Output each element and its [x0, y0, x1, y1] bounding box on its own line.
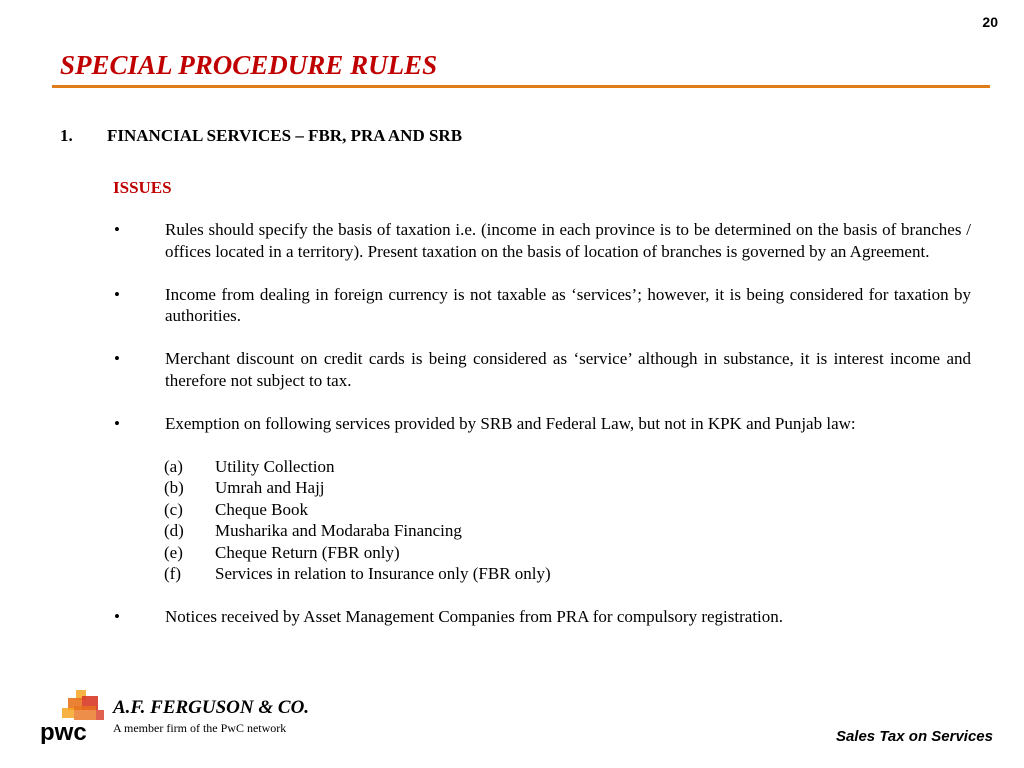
- sublist-text: Umrah and Hajj: [215, 478, 325, 497]
- sublist-letter: (a): [164, 456, 183, 476]
- sublist-item: [164, 456, 971, 478]
- bullet-text: Exemption on following services provided by SRB and Federal Law, but not in KPK and Punjab law:: [165, 413, 856, 433]
- section-heading-text: FINANCIAL SERVICES – FBR, PRA AND SRB: [107, 126, 463, 145]
- issues-list: [113, 219, 971, 649]
- pwc-logo-text: pwc: [40, 719, 87, 744]
- bullet-mark: •: [114, 284, 120, 304]
- issues-label: ISSUES: [113, 178, 172, 197]
- sublist-letter: (c): [164, 499, 183, 519]
- sublist-item: [164, 477, 971, 499]
- bullet-text: Rules should specify the basis of taxation i.e. (income in each province is to be determined on the basis of branches / offices located in a territory). Present taxation on the basis of location of branches is governed by an Agreement.: [165, 220, 971, 261]
- page-number: 20: [982, 14, 998, 30]
- pwc-logo: [38, 688, 108, 744]
- bullet-mark: •: [114, 349, 120, 368]
- sublist-text: Services in relation to Insurance only (FBR only): [215, 564, 551, 583]
- sublist-letter: (e): [164, 542, 183, 562]
- sublist-item: [164, 520, 971, 542]
- sublist-item: [164, 542, 971, 564]
- title-divider: [52, 85, 990, 88]
- firm-name: A.F. FERGUSON & CO.: [113, 697, 310, 718]
- list-item: [113, 606, 971, 628]
- bullet-text: Income from dealing in foreign currency is not taxable as ‘services’; however, it is being considered for taxation by authorities.: [165, 284, 971, 325]
- section-number: 1.: [60, 126, 73, 145]
- sublist-item: [164, 499, 971, 521]
- sublist-item: [164, 563, 971, 585]
- list-item: [113, 348, 971, 391]
- sublist-letter: (b): [164, 478, 184, 497]
- bullet-mark: •: [114, 413, 120, 433]
- slide-title: SPECIAL PROCEDURE RULES: [60, 50, 438, 80]
- bullet-mark: •: [114, 220, 120, 239]
- firm-subtitle: A member firm of the PwC network: [113, 721, 287, 735]
- sublist-text: Cheque Book: [215, 499, 309, 519]
- sublist-text: Musharika and Modaraba Financing: [215, 521, 462, 540]
- bullet-text: Notices received by Asset Management Companies from PRA for compulsory registration.: [165, 607, 784, 626]
- list-item: [113, 413, 971, 435]
- section-heading: [60, 126, 462, 146]
- sublist-text: Utility Collection: [215, 456, 335, 476]
- bullet-text: Merchant discount on credit cards is being considered as ‘service’ although in substance, it is interest income and therefore not subject to tax.: [165, 349, 971, 390]
- sublist-text: Cheque Return (FBR only): [215, 542, 400, 562]
- list-item: [113, 284, 971, 327]
- presentation-title: Sales Tax on Services: [835, 728, 993, 745]
- sublist-letter: (f): [164, 564, 181, 583]
- list-item: [113, 219, 971, 262]
- bullet-mark: •: [114, 607, 120, 626]
- exemption-sublist: [164, 456, 971, 585]
- sublist-letter: (d): [164, 521, 184, 540]
